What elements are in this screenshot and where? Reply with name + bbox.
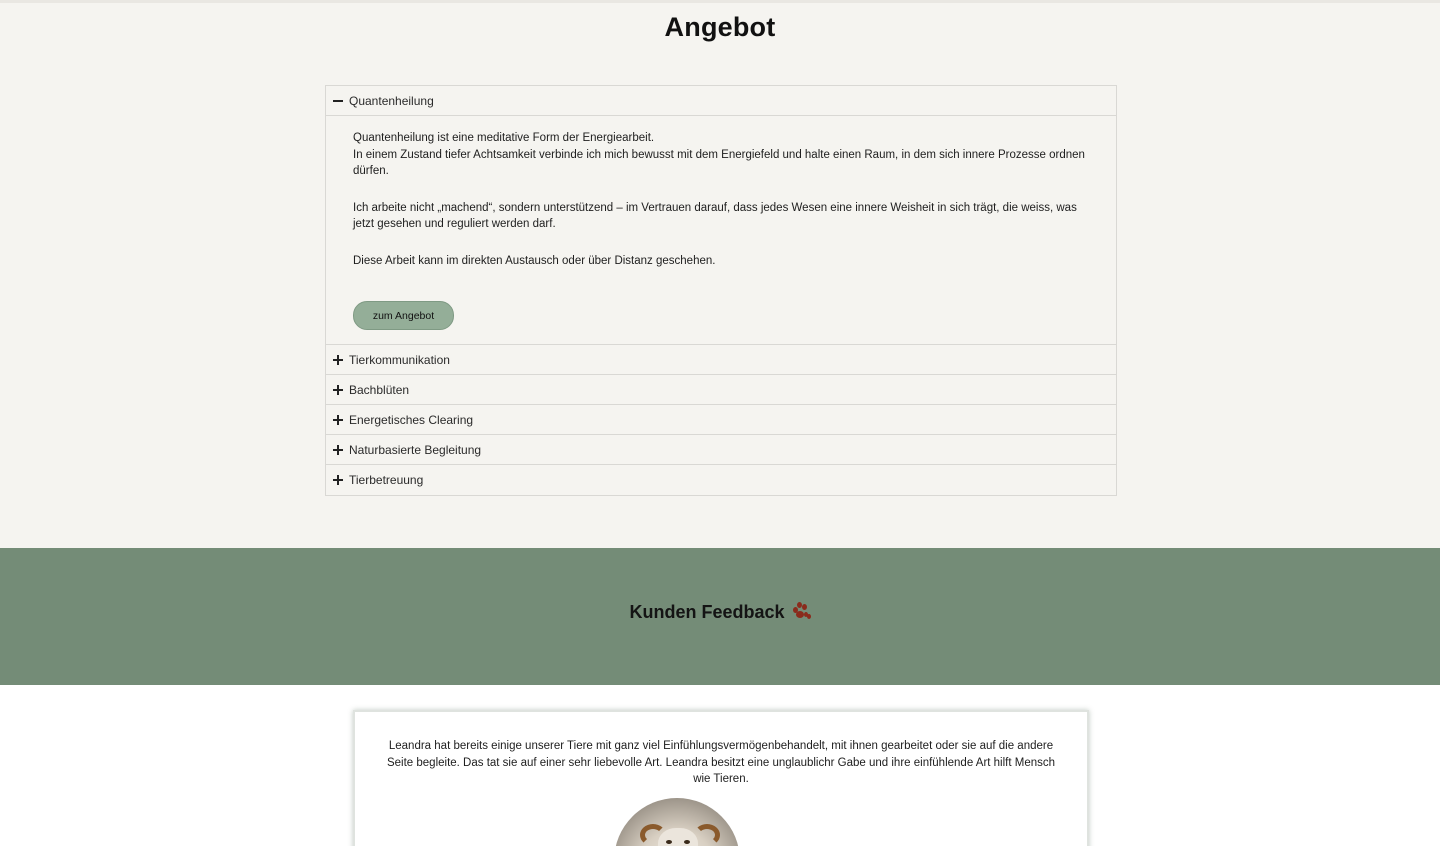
review-section xyxy=(0,685,1440,846)
reviewer-avatar xyxy=(614,798,740,846)
review-text: Leandra hat bereits einige unserer Tiere mit ganz viel Einfühlungsvermögenbehandelt, mit ihnen gearbeitet oder sie auf die andere Seite begleite. Das tat sie auf einer sehr liebevolle Art. Leandra besitzt eine unglaublichr Gabe und ihre einfühlende Art hilft Mensch wie Tieren. xyxy=(386,740,1056,785)
top-strip xyxy=(0,0,1440,3)
plus-icon xyxy=(333,355,343,365)
accordion-panel-quantenheilung xyxy=(326,116,1116,345)
panel-paragraph: In einem Zustand tiefer Achtsamkeit verbinde ich mich bewusst mit dem Energiefeld und halte einen Raum, in dem sich innere Prozesse ordnen dürfen. xyxy=(353,148,1085,177)
accordion-item-label: Quantenheilung xyxy=(349,93,434,108)
feedback-section xyxy=(0,548,1440,685)
accordion-item-label: Tierkommunikation xyxy=(349,352,450,367)
accordion-item-tierbetreuung[interactable] xyxy=(326,465,1116,495)
accordion-item-label: Tierbetreuung xyxy=(349,473,424,487)
review-card xyxy=(353,710,1089,846)
accordion-item-quantenheilung[interactable] xyxy=(326,86,1116,116)
panel-paragraph: Diese Arbeit kann im direkten Austausch oder über Distanz geschehen. xyxy=(353,254,716,267)
accordion-item-label: Bachblüten xyxy=(349,382,410,397)
plus-icon xyxy=(333,415,343,425)
panel-paragraph: Quantenheilung ist eine meditative Form der Energiearbeit. xyxy=(353,132,655,144)
panel-paragraph: Ich arbeite nicht „machend“, sondern unterstützend – im Vertrauen darauf, dass jedes Wesen eine innere Weisheit in sich trägt, die weiss, was jetzt gesehen und reguliert werden darf. xyxy=(353,201,1077,230)
page-title: Angebot xyxy=(664,12,776,42)
feedback-title xyxy=(0,601,1440,623)
accordion-item-energetisches-clearing[interactable] xyxy=(326,405,1116,435)
accordion-item-naturbasierte-begleitung[interactable] xyxy=(326,435,1116,465)
plus-icon xyxy=(333,445,343,455)
accordion-item-label: Naturbasierte Begleitung xyxy=(349,442,482,457)
accordion-item-label: Energetisches Clearing xyxy=(349,412,474,427)
accordion-item-tierkommunikation[interactable] xyxy=(326,345,1116,375)
plus-icon xyxy=(333,475,343,485)
accordion-item-bachblueten[interactable] xyxy=(326,375,1116,405)
plus-icon xyxy=(333,385,343,395)
minus-icon xyxy=(333,96,343,106)
offer-accordion xyxy=(325,85,1117,496)
feedback-title-text: Kunden Feedback xyxy=(629,602,785,622)
paw-prints-icon xyxy=(791,601,811,621)
zum-angebot-button[interactable]: zum Angebot xyxy=(353,301,454,330)
